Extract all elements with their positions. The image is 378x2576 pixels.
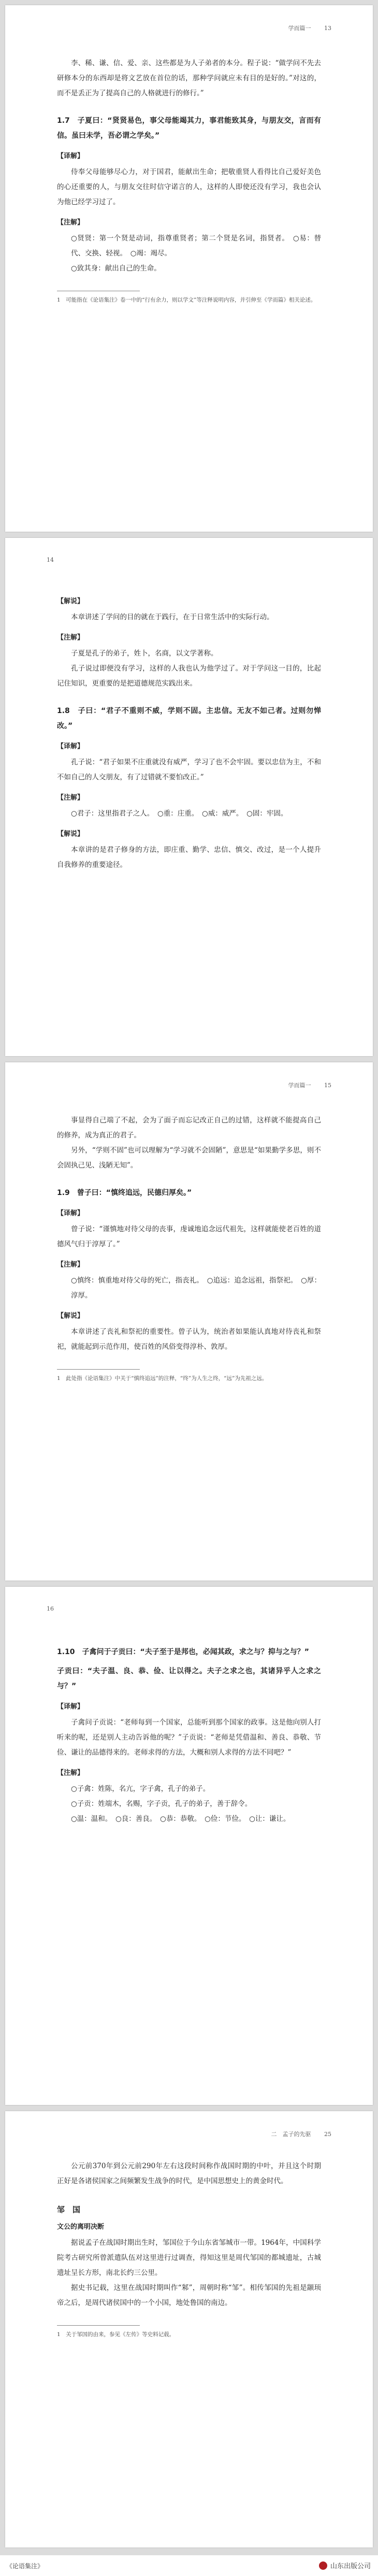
classic-quote: 子贡曰：“夫子温、良、恭、俭、让以得之。夫子之求之也，其诸异乎人之求之与？” bbox=[57, 1667, 321, 1690]
page-1-content bbox=[57, 56, 321, 305]
section-heading: 【解说】 bbox=[57, 597, 84, 605]
page-number: 15 bbox=[324, 1082, 331, 1089]
note-item: ○子贡：姓端木，名赐，字子贡，孔子的弟子，善于辞令。 bbox=[71, 1800, 252, 1808]
footnote: 1 可能指在《论语集注》卷一中的“行有余力，则以学文”等注释说明内容，并引伸至《学而篇》相关论述。 bbox=[57, 297, 316, 303]
section-heading: 【解说】 bbox=[57, 1312, 84, 1320]
classic-quote: 1.9 曾子曰：“慎终追远，民德归厚矣。” bbox=[57, 1189, 192, 1197]
paragraph: 本章讲述了学问的目的就在于践行，在于日常生活中的实际行动。 bbox=[71, 613, 274, 621]
page-3-content bbox=[57, 1113, 321, 1383]
book-title[interactable]: 《论语集注》 bbox=[6, 2563, 44, 2570]
section-heading: 【注解】 bbox=[57, 634, 84, 642]
running-header bbox=[288, 1081, 332, 1089]
header-title: 学而篇一 bbox=[288, 25, 311, 32]
note-item: ○子禽：姓陈，名亢，字子禽，孔子的弟子。 bbox=[71, 1785, 210, 1793]
page-2-content bbox=[57, 589, 321, 873]
page-number: 16 bbox=[47, 1605, 54, 1612]
page-5-content bbox=[57, 2159, 321, 2339]
classic-quote: 1.10 子禽问于子贡曰：“夫子至于是邦也，必闻其政，求之与？抑与之与？” bbox=[57, 1648, 309, 1656]
paragraph: 李、稀、谦、信、爱、亲、这些都是为人子弟者的本分。程子说：“做学问不先去研修本分的东西却是将文艺放在首位的话，那种学问就应未有目的是好的。”对这的，而不是丢正为了提高自己的人格就进行的修行。” bbox=[57, 59, 321, 97]
paragraph: 孔子说：“君子如果不庄重就没有威严，学习了也不会牢固。要以忠信为主，不和不如自己的人交朋友，有了过错就不要怕改正。” bbox=[57, 758, 321, 781]
paragraph: 据史书记载，这里在战国时期叫作“邾”，周朝时称“邹”。相传邹国的先祖是颛顼帝之后，是周代诸侯国中的一个小国，地处鲁国的南边。 bbox=[57, 2284, 321, 2307]
note-item: ○贤贤：第一个贤是动词，指尊重贤者；第二个贤是名词，指贤者。 ○易：替代、交换、轻视。 ○竭：竭尽。 bbox=[71, 234, 321, 258]
bottom-bar bbox=[0, 2555, 378, 2576]
page-number: 14 bbox=[47, 557, 54, 563]
note-item: ○致其身：献出自己的生命。 bbox=[71, 264, 161, 273]
page-number: 13 bbox=[324, 25, 331, 32]
publisher-name: 山东出版公司 bbox=[330, 2563, 371, 2570]
paragraph: 事显得自己端了不起，会为了面子而忘记改正自己的过错，这样就不能提高自己的修养，成为真正的君子。 bbox=[57, 1116, 321, 1140]
paragraph: 本章讲述了丧礼和祭祀的重要性。曾子认为，统治者如果能认真地对待丧礼和祭祀，就能起到示范作用，使百姓的风俗变得淳朴、敦厚。 bbox=[57, 1328, 321, 1351]
paragraph: 侍奉父母能够尽心力，对于国君，能献出生命；把敬重贤人看得比自己爱好美色的心还重要的人，与朋友交往时信守诺言的人，这样的人即使还没有学习，我也会认为他已经学习过了。 bbox=[57, 168, 321, 206]
section-heading: 【译解】 bbox=[57, 1703, 84, 1711]
page-number: 25 bbox=[324, 2131, 331, 2138]
page-4-content bbox=[57, 1632, 321, 1827]
chapter-heading: 邹 国 bbox=[57, 2205, 81, 2214]
paragraph: 子夏是孔子的弟子，姓卜，名商，以文学著称。 bbox=[71, 649, 218, 658]
classic-quote: 1.7 子夏曰：“贤贤易色，事父母能竭其力，事君能致其身，与朋友交，言而有信。虽曰未学，吾必谓之学矣。” bbox=[57, 117, 321, 140]
footnote-divider bbox=[57, 1369, 140, 1370]
note-item: ○君子：这里指君子之人。 ○重：庄重。 ○威：威严。 ○固：牢固。 bbox=[71, 809, 288, 818]
paragraph: 孔子说过即便没有学习，这样的人我也认为他学过了。对于学问这一目的，比起记住知识，更重要的是把道德规范实践出来。 bbox=[57, 664, 321, 688]
section-heading: 【注解】 bbox=[57, 1261, 84, 1269]
paragraph: 据说孟子在战国时期出生时，邹国位于今山东省邹城市一带。1964年，中国科学院考古研究所曾派遣队伍对这里进行过调查，得知这里是周代邹国的都城遗址，古城遗址呈长方形，南北长约三公里。 bbox=[57, 2239, 321, 2277]
paragraph: 子禽问子贡说：“老师每到一个国家，总能听到那个国家的政事。这是他向别人打听来的呢，还是别人主动告诉他的呢？”子贡说：“老师是凭借温和、善良、恭敬、节俭、谦让的品德得来的。老师求得的方法，大概和别人求得的方法不同吧？” bbox=[57, 1718, 321, 1757]
paragraph: 本章讲的是君子修身的方法，即庄重、勤学、忠信、慎交、改过，是一个人提升自我修养的重要途径。 bbox=[57, 846, 321, 869]
paragraph: 另外，“学则不固”也可以理解为“学习就不会固陋”，意思是“如果勤学多思，则不会固执己见、浅陋无知”。 bbox=[57, 1146, 321, 1170]
section-heading: 【注解】 bbox=[57, 219, 84, 226]
section-heading: 【译解】 bbox=[57, 743, 84, 750]
publisher-logo-icon bbox=[319, 2561, 327, 2570]
note-item: ○温：温和。 ○良：善良。 ○恭：恭敬。 ○俭：节俭。 ○让：谦让。 bbox=[71, 1815, 290, 1823]
section-heading: 【注解】 bbox=[57, 1769, 84, 1777]
publisher-logo bbox=[319, 2560, 371, 2570]
section-heading: 【注解】 bbox=[57, 794, 84, 802]
classic-quote: 1.8 子曰：“君子不重则不威，学则不固。主忠信。无友不如己者。过则勿惮改。” bbox=[57, 707, 321, 730]
footnote-divider bbox=[57, 2325, 140, 2326]
footnote: 1 此处指《论语集注》中关于“慎终追远”的注释，“终”为人生之终，“远”为先祖之远。 bbox=[57, 1375, 268, 1382]
note-item: ○慎终：慎重地对待父母的死亡，指丧礼。 ○追远：追念远祖，指祭祀。 ○厚：淳厚。 bbox=[71, 1276, 321, 1300]
section-heading: 【解说】 bbox=[57, 830, 84, 838]
paragraph: 公元前370年到公元前290年左右这段时间称作战国时期的中叶，并且这个时期正好是各诸侯国家之间频繁发生战争的时代，是中国思想史上的黄金时代。 bbox=[57, 2162, 321, 2185]
running-header bbox=[271, 2130, 332, 2138]
section-heading: 【译解】 bbox=[57, 152, 84, 160]
paragraph: 曾子说：“谨慎地对待父母的丧事，虔诚地追念远代祖先，这样就能使老百姓的道德风气归于淳厚了。” bbox=[57, 1225, 321, 1248]
header-title: 学而篇一 bbox=[288, 1082, 311, 1089]
subsection-heading: 文公的离明决断 bbox=[57, 2223, 105, 2231]
footnote: 1 关于邹国的由来，参见《左传》等史料记载。 bbox=[57, 2331, 175, 2338]
running-header bbox=[288, 24, 332, 32]
section-heading: 【译解】 bbox=[57, 1209, 84, 1217]
header-title: 二 孟子的先驱 bbox=[271, 2131, 311, 2138]
